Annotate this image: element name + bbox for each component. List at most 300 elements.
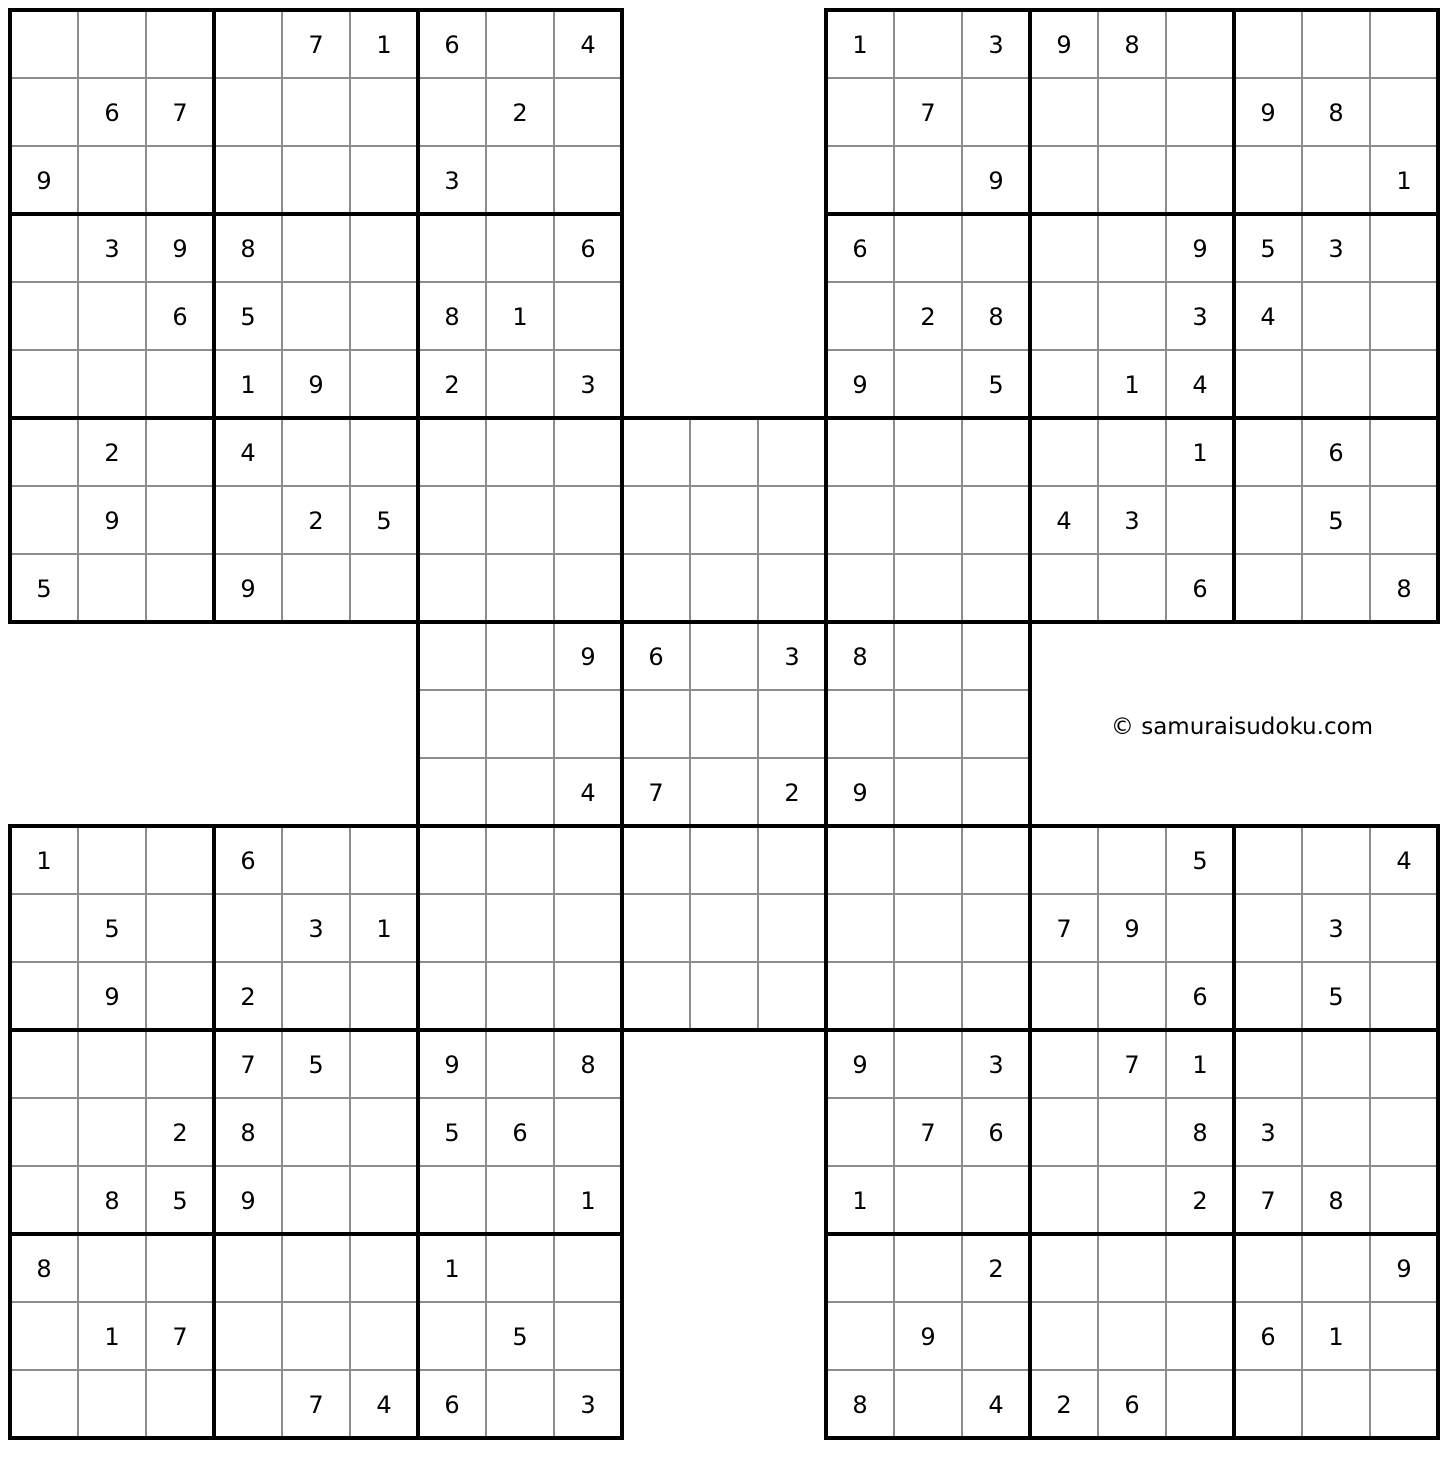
cell-area[interactable] xyxy=(1168,1236,1232,1300)
cell-area[interactable] xyxy=(148,420,212,484)
sudoku-cell[interactable] xyxy=(12,1236,76,1300)
cell-area[interactable] xyxy=(488,556,552,620)
sudoku-cell[interactable] xyxy=(896,896,960,960)
sudoku-cell[interactable] xyxy=(12,148,76,212)
cell-area[interactable] xyxy=(284,1236,348,1300)
sudoku-cell[interactable] xyxy=(964,624,1028,688)
sudoku-cell[interactable] xyxy=(760,692,824,756)
cell-area[interactable] xyxy=(1304,1236,1368,1300)
cell-area[interactable] xyxy=(80,148,144,212)
cell-area[interactable] xyxy=(284,1100,348,1164)
cell-area[interactable] xyxy=(1304,284,1368,348)
sudoku-cell[interactable] xyxy=(1304,216,1368,280)
sudoku-cell[interactable] xyxy=(1304,896,1368,960)
sudoku-cell[interactable] xyxy=(1168,216,1232,280)
sudoku-cell[interactable] xyxy=(692,624,756,688)
cell-area[interactable] xyxy=(1372,896,1436,960)
sudoku-cell[interactable] xyxy=(1032,284,1096,348)
sudoku-cell[interactable] xyxy=(1168,1372,1232,1436)
sudoku-cell[interactable] xyxy=(1236,964,1300,1028)
sudoku-cell[interactable] xyxy=(828,896,892,960)
sudoku-cell[interactable] xyxy=(488,1304,552,1368)
sudoku-cell[interactable] xyxy=(760,556,824,620)
sudoku-cell[interactable] xyxy=(964,1032,1028,1096)
sudoku-cell[interactable] xyxy=(1032,896,1096,960)
sudoku-cell[interactable] xyxy=(760,896,824,960)
sudoku-cell[interactable] xyxy=(760,760,824,824)
cell-area[interactable] xyxy=(556,692,620,756)
cell-area[interactable] xyxy=(556,1100,620,1164)
sudoku-cell[interactable] xyxy=(1168,1236,1232,1300)
cell-area[interactable] xyxy=(488,488,552,552)
cell-area[interactable] xyxy=(488,692,552,756)
cell-area[interactable] xyxy=(352,828,416,892)
cell-area[interactable] xyxy=(1032,1236,1096,1300)
sudoku-cell[interactable] xyxy=(1372,1032,1436,1096)
sudoku-cell[interactable] xyxy=(80,420,144,484)
sudoku-cell[interactable] xyxy=(828,760,892,824)
sudoku-cell[interactable] xyxy=(1372,284,1436,348)
sudoku-cell[interactable] xyxy=(80,1304,144,1368)
sudoku-cell[interactable] xyxy=(556,12,620,76)
cell-area[interactable] xyxy=(148,1032,212,1096)
sudoku-cell[interactable] xyxy=(692,556,756,620)
cell-area[interactable] xyxy=(488,1168,552,1232)
sudoku-cell[interactable] xyxy=(12,216,76,280)
sudoku-cell[interactable] xyxy=(216,148,280,212)
cell-area[interactable] xyxy=(420,896,484,960)
sudoku-cell[interactable] xyxy=(896,80,960,144)
cell-area[interactable] xyxy=(760,828,824,892)
cell-area[interactable] xyxy=(556,1304,620,1368)
cell-area[interactable] xyxy=(828,828,892,892)
sudoku-cell[interactable] xyxy=(284,216,348,280)
cell-area[interactable] xyxy=(488,12,552,76)
cell-area[interactable] xyxy=(148,1372,212,1436)
cell-area[interactable] xyxy=(352,420,416,484)
sudoku-cell[interactable] xyxy=(964,556,1028,620)
sudoku-cell[interactable] xyxy=(12,1372,76,1436)
cell-area[interactable] xyxy=(1304,148,1368,212)
cell-area[interactable] xyxy=(692,964,756,1028)
sudoku-cell[interactable] xyxy=(488,1372,552,1436)
sudoku-cell[interactable] xyxy=(1032,1168,1096,1232)
sudoku-cell[interactable] xyxy=(896,420,960,484)
sudoku-cell[interactable] xyxy=(12,964,76,1028)
cell-area[interactable] xyxy=(964,556,1028,620)
cell-area[interactable] xyxy=(1168,12,1232,76)
cell-area[interactable] xyxy=(692,828,756,892)
sudoku-cell[interactable] xyxy=(828,1236,892,1300)
sudoku-cell[interactable] xyxy=(556,216,620,280)
sudoku-cell[interactable] xyxy=(1236,828,1300,892)
sudoku-cell[interactable] xyxy=(352,352,416,416)
sudoku-cell[interactable] xyxy=(148,828,212,892)
cell-area[interactable] xyxy=(964,760,1028,824)
sudoku-cell[interactable] xyxy=(556,1304,620,1368)
cell-area[interactable] xyxy=(12,80,76,144)
sudoku-cell[interactable] xyxy=(80,284,144,348)
sudoku-cell[interactable] xyxy=(556,284,620,348)
sudoku-cell[interactable] xyxy=(556,964,620,1028)
sudoku-cell[interactable] xyxy=(896,1100,960,1164)
cell-area[interactable] xyxy=(964,216,1028,280)
sudoku-cell[interactable] xyxy=(216,828,280,892)
sudoku-cell[interactable] xyxy=(1168,80,1232,144)
cell-area[interactable] xyxy=(1100,148,1164,212)
sudoku-cell[interactable] xyxy=(896,1236,960,1300)
cell-area[interactable] xyxy=(556,828,620,892)
sudoku-cell[interactable] xyxy=(488,284,552,348)
cell-area[interactable] xyxy=(556,488,620,552)
cell-area[interactable] xyxy=(1236,556,1300,620)
sudoku-cell[interactable] xyxy=(1236,148,1300,212)
cell-area[interactable] xyxy=(1032,964,1096,1028)
sudoku-cell[interactable] xyxy=(1304,1372,1368,1436)
cell-area[interactable] xyxy=(1032,148,1096,212)
sudoku-cell[interactable] xyxy=(420,964,484,1028)
sudoku-cell[interactable] xyxy=(828,556,892,620)
sudoku-cell[interactable] xyxy=(420,12,484,76)
sudoku-cell[interactable] xyxy=(12,420,76,484)
cell-area[interactable] xyxy=(1304,1100,1368,1164)
cell-area[interactable] xyxy=(896,1032,960,1096)
sudoku-cell[interactable] xyxy=(148,216,212,280)
cell-area[interactable] xyxy=(896,420,960,484)
sudoku-cell[interactable] xyxy=(488,148,552,212)
sudoku-cell[interactable] xyxy=(352,896,416,960)
sudoku-cell[interactable] xyxy=(216,896,280,960)
sudoku-cell[interactable] xyxy=(896,1168,960,1232)
sudoku-cell[interactable] xyxy=(1100,488,1164,552)
sudoku-cell[interactable] xyxy=(148,284,212,348)
cell-area[interactable] xyxy=(556,148,620,212)
sudoku-cell[interactable] xyxy=(692,760,756,824)
sudoku-cell[interactable] xyxy=(420,556,484,620)
cell-area[interactable] xyxy=(624,896,688,960)
sudoku-cell[interactable] xyxy=(12,1168,76,1232)
cell-area[interactable] xyxy=(488,1372,552,1436)
sudoku-cell[interactable] xyxy=(352,488,416,552)
sudoku-cell[interactable] xyxy=(828,148,892,212)
sudoku-cell[interactable] xyxy=(12,284,76,348)
cell-area[interactable] xyxy=(352,284,416,348)
cell-area[interactable] xyxy=(896,556,960,620)
sudoku-cell[interactable] xyxy=(1032,1236,1096,1300)
sudoku-cell[interactable] xyxy=(1372,352,1436,416)
sudoku-cell[interactable] xyxy=(1372,1168,1436,1232)
sudoku-cell[interactable] xyxy=(1168,352,1232,416)
cell-area[interactable] xyxy=(420,216,484,280)
cell-area[interactable] xyxy=(12,1100,76,1164)
sudoku-cell[interactable] xyxy=(80,896,144,960)
cell-area[interactable] xyxy=(1168,80,1232,144)
sudoku-cell[interactable] xyxy=(964,1304,1028,1368)
cell-area[interactable] xyxy=(828,1304,892,1368)
cell-area[interactable] xyxy=(1372,12,1436,76)
sudoku-cell[interactable] xyxy=(488,420,552,484)
sudoku-cell[interactable] xyxy=(1168,284,1232,348)
sudoku-cell[interactable] xyxy=(556,624,620,688)
cell-area[interactable] xyxy=(624,556,688,620)
sudoku-cell[interactable] xyxy=(624,760,688,824)
cell-area[interactable] xyxy=(556,80,620,144)
sudoku-cell[interactable] xyxy=(1032,352,1096,416)
cell-area[interactable] xyxy=(80,556,144,620)
cell-area[interactable] xyxy=(352,1032,416,1096)
cell-area[interactable] xyxy=(1032,352,1096,416)
cell-area[interactable] xyxy=(692,760,756,824)
sudoku-cell[interactable] xyxy=(216,1168,280,1232)
sudoku-cell[interactable] xyxy=(284,352,348,416)
cell-area[interactable] xyxy=(1304,828,1368,892)
cell-area[interactable] xyxy=(692,624,756,688)
sudoku-cell[interactable] xyxy=(1032,488,1096,552)
sudoku-cell[interactable] xyxy=(80,964,144,1028)
cell-area[interactable] xyxy=(12,12,76,76)
sudoku-cell[interactable] xyxy=(488,352,552,416)
cell-area[interactable] xyxy=(964,624,1028,688)
sudoku-cell[interactable] xyxy=(80,1100,144,1164)
sudoku-cell[interactable] xyxy=(1100,216,1164,280)
sudoku-cell[interactable] xyxy=(420,1100,484,1164)
sudoku-cell[interactable] xyxy=(420,420,484,484)
sudoku-cell[interactable] xyxy=(896,828,960,892)
sudoku-cell[interactable] xyxy=(1100,828,1164,892)
sudoku-cell[interactable] xyxy=(964,216,1028,280)
sudoku-cell[interactable] xyxy=(760,964,824,1028)
sudoku-cell[interactable] xyxy=(1236,556,1300,620)
sudoku-cell[interactable] xyxy=(1100,1304,1164,1368)
cell-area[interactable] xyxy=(284,556,348,620)
sudoku-cell[interactable] xyxy=(420,148,484,212)
cell-area[interactable] xyxy=(148,488,212,552)
sudoku-cell[interactable] xyxy=(12,556,76,620)
cell-area[interactable] xyxy=(352,1304,416,1368)
cell-area[interactable] xyxy=(12,1372,76,1436)
sudoku-cell[interactable] xyxy=(148,80,212,144)
cell-area[interactable] xyxy=(896,760,960,824)
cell-area[interactable] xyxy=(148,352,212,416)
sudoku-cell[interactable] xyxy=(1100,964,1164,1028)
sudoku-cell[interactable] xyxy=(964,692,1028,756)
sudoku-cell[interactable] xyxy=(828,1168,892,1232)
cell-area[interactable] xyxy=(12,896,76,960)
sudoku-cell[interactable] xyxy=(1236,1168,1300,1232)
sudoku-cell[interactable] xyxy=(1236,352,1300,416)
sudoku-cell[interactable] xyxy=(420,1372,484,1436)
cell-area[interactable] xyxy=(12,964,76,1028)
sudoku-cell[interactable] xyxy=(964,1372,1028,1436)
sudoku-cell[interactable] xyxy=(1032,12,1096,76)
cell-area[interactable] xyxy=(760,964,824,1028)
cell-area[interactable] xyxy=(760,692,824,756)
cell-area[interactable] xyxy=(1032,1100,1096,1164)
cell-area[interactable] xyxy=(896,148,960,212)
cell-area[interactable] xyxy=(896,964,960,1028)
sudoku-cell[interactable] xyxy=(964,1236,1028,1300)
cell-area[interactable] xyxy=(488,828,552,892)
sudoku-cell[interactable] xyxy=(216,216,280,280)
cell-area[interactable] xyxy=(352,148,416,212)
sudoku-cell[interactable] xyxy=(556,1236,620,1300)
sudoku-cell[interactable] xyxy=(420,1236,484,1300)
cell-area[interactable] xyxy=(420,488,484,552)
sudoku-cell[interactable] xyxy=(624,828,688,892)
cell-area[interactable] xyxy=(896,692,960,756)
sudoku-cell[interactable] xyxy=(556,828,620,892)
cell-area[interactable] xyxy=(1100,828,1164,892)
sudoku-cell[interactable] xyxy=(80,1236,144,1300)
sudoku-cell[interactable] xyxy=(488,624,552,688)
cell-area[interactable] xyxy=(12,216,76,280)
sudoku-cell[interactable] xyxy=(760,624,824,688)
sudoku-cell[interactable] xyxy=(1100,420,1164,484)
sudoku-cell[interactable] xyxy=(1236,1236,1300,1300)
cell-area[interactable] xyxy=(12,488,76,552)
sudoku-cell[interactable] xyxy=(352,1168,416,1232)
cell-area[interactable] xyxy=(964,896,1028,960)
sudoku-cell[interactable] xyxy=(284,1168,348,1232)
sudoku-cell[interactable] xyxy=(1372,12,1436,76)
sudoku-cell[interactable] xyxy=(80,1032,144,1096)
cell-area[interactable] xyxy=(1100,80,1164,144)
cell-area[interactable] xyxy=(1372,1168,1436,1232)
cell-area[interactable] xyxy=(488,352,552,416)
sudoku-cell[interactable] xyxy=(828,964,892,1028)
sudoku-cell[interactable] xyxy=(828,624,892,688)
cell-area[interactable] xyxy=(1236,488,1300,552)
cell-area[interactable] xyxy=(964,1168,1028,1232)
cell-area[interactable] xyxy=(216,12,280,76)
sudoku-cell[interactable] xyxy=(216,556,280,620)
sudoku-cell[interactable] xyxy=(148,964,212,1028)
sudoku-cell[interactable] xyxy=(1236,1372,1300,1436)
sudoku-cell[interactable] xyxy=(1100,1236,1164,1300)
sudoku-cell[interactable] xyxy=(1236,284,1300,348)
cell-area[interactable] xyxy=(896,488,960,552)
cell-area[interactable] xyxy=(692,896,756,960)
sudoku-cell[interactable] xyxy=(692,692,756,756)
sudoku-cell[interactable] xyxy=(1100,352,1164,416)
sudoku-cell[interactable] xyxy=(896,488,960,552)
cell-area[interactable] xyxy=(1100,1100,1164,1164)
sudoku-cell[interactable] xyxy=(556,1168,620,1232)
sudoku-cell[interactable] xyxy=(896,1304,960,1368)
sudoku-cell[interactable] xyxy=(1168,488,1232,552)
sudoku-cell[interactable] xyxy=(1100,1032,1164,1096)
sudoku-cell[interactable] xyxy=(216,1304,280,1368)
sudoku-cell[interactable] xyxy=(1168,1100,1232,1164)
cell-area[interactable] xyxy=(216,1304,280,1368)
sudoku-cell[interactable] xyxy=(964,12,1028,76)
cell-area[interactable] xyxy=(12,420,76,484)
sudoku-cell[interactable] xyxy=(12,488,76,552)
sudoku-cell[interactable] xyxy=(216,1032,280,1096)
sudoku-cell[interactable] xyxy=(964,1168,1028,1232)
cell-area[interactable] xyxy=(1032,1032,1096,1096)
sudoku-cell[interactable] xyxy=(1236,420,1300,484)
cell-area[interactable] xyxy=(1100,1304,1164,1368)
cell-area[interactable] xyxy=(284,964,348,1028)
cell-area[interactable] xyxy=(556,896,620,960)
sudoku-cell[interactable] xyxy=(828,80,892,144)
sudoku-cell[interactable] xyxy=(964,964,1028,1028)
sudoku-cell[interactable] xyxy=(80,1168,144,1232)
cell-area[interactable] xyxy=(1372,420,1436,484)
sudoku-cell[interactable] xyxy=(1168,148,1232,212)
sudoku-cell[interactable] xyxy=(216,964,280,1028)
cell-area[interactable] xyxy=(420,828,484,892)
cell-area[interactable] xyxy=(148,1236,212,1300)
sudoku-cell[interactable] xyxy=(488,964,552,1028)
sudoku-cell[interactable] xyxy=(148,1168,212,1232)
sudoku-cell[interactable] xyxy=(1304,556,1368,620)
sudoku-cell[interactable] xyxy=(284,1372,348,1436)
sudoku-cell[interactable] xyxy=(216,80,280,144)
sudoku-cell[interactable] xyxy=(1236,80,1300,144)
cell-area[interactable] xyxy=(148,828,212,892)
sudoku-cell[interactable] xyxy=(1032,216,1096,280)
sudoku-cell[interactable] xyxy=(488,556,552,620)
sudoku-cell[interactable] xyxy=(828,284,892,348)
cell-area[interactable] xyxy=(488,420,552,484)
sudoku-cell[interactable] xyxy=(1304,1100,1368,1164)
sudoku-cell[interactable] xyxy=(1372,1100,1436,1164)
cell-area[interactable] xyxy=(1032,216,1096,280)
sudoku-cell[interactable] xyxy=(352,1304,416,1368)
sudoku-cell[interactable] xyxy=(12,1032,76,1096)
sudoku-cell[interactable] xyxy=(692,488,756,552)
sudoku-cell[interactable] xyxy=(556,488,620,552)
sudoku-cell[interactable] xyxy=(488,760,552,824)
sudoku-cell[interactable] xyxy=(1032,420,1096,484)
cell-area[interactable] xyxy=(420,624,484,688)
cell-area[interactable] xyxy=(964,828,1028,892)
sudoku-cell[interactable] xyxy=(488,488,552,552)
cell-area[interactable] xyxy=(896,12,960,76)
sudoku-cell[interactable] xyxy=(420,80,484,144)
sudoku-cell[interactable] xyxy=(80,352,144,416)
sudoku-cell[interactable] xyxy=(1100,896,1164,960)
sudoku-cell[interactable] xyxy=(896,216,960,280)
sudoku-cell[interactable] xyxy=(148,12,212,76)
sudoku-cell[interactable] xyxy=(80,148,144,212)
sudoku-cell[interactable] xyxy=(284,284,348,348)
sudoku-cell[interactable] xyxy=(1100,148,1164,212)
cell-area[interactable] xyxy=(12,352,76,416)
sudoku-cell[interactable] xyxy=(12,1100,76,1164)
cell-area[interactable] xyxy=(964,964,1028,1028)
sudoku-cell[interactable] xyxy=(896,1372,960,1436)
sudoku-cell[interactable] xyxy=(1236,488,1300,552)
cell-area[interactable] xyxy=(1032,828,1096,892)
sudoku-cell[interactable] xyxy=(284,1100,348,1164)
cell-area[interactable] xyxy=(488,896,552,960)
sudoku-cell[interactable] xyxy=(1032,964,1096,1028)
sudoku-cell[interactable] xyxy=(1372,1372,1436,1436)
sudoku-cell[interactable] xyxy=(148,148,212,212)
cell-area[interactable] xyxy=(148,12,212,76)
cell-area[interactable] xyxy=(828,1236,892,1300)
sudoku-cell[interactable] xyxy=(284,80,348,144)
sudoku-cell[interactable] xyxy=(1168,964,1232,1028)
cell-area[interactable] xyxy=(1032,284,1096,348)
cell-area[interactable] xyxy=(12,1032,76,1096)
sudoku-cell[interactable] xyxy=(828,692,892,756)
sudoku-cell[interactable] xyxy=(420,216,484,280)
cell-area[interactable] xyxy=(896,896,960,960)
